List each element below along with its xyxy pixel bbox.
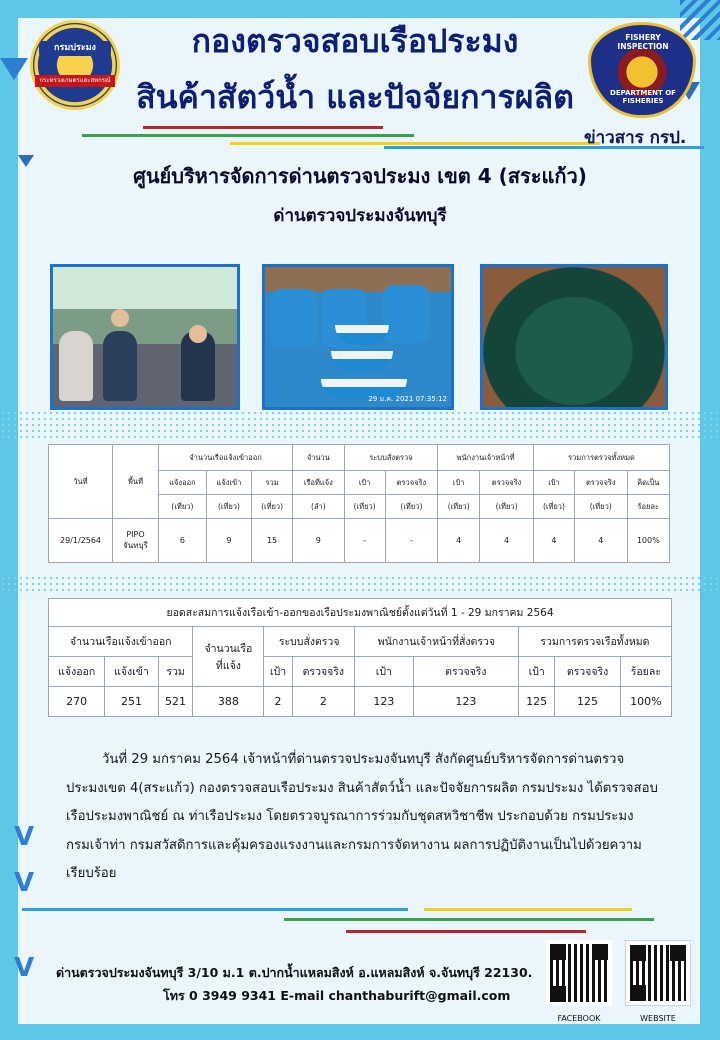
unit-cell: (เที่ยว)	[480, 495, 534, 519]
group-staff-header: พนักงานเจ้าหน้าที่	[438, 445, 534, 471]
sub-actual-header: ตรวจจริง	[574, 471, 627, 495]
logo-top-text: FISHERY INSPECTION	[617, 33, 669, 51]
cell-percent: 100%	[627, 519, 669, 563]
cell-sys-target: 2	[264, 687, 292, 717]
sub-actual-header: ตรวจจริง	[413, 657, 518, 687]
sub-target-header: เป้า	[533, 471, 574, 495]
group-staff-header: พนักงานเจ้าหน้าที่สั่งตรวจ	[354, 627, 518, 657]
facebook-label: FACEBOOK	[557, 1014, 601, 1023]
barrel	[383, 285, 429, 343]
group-count-header	[193, 627, 264, 687]
sub-target-header: เป้า	[518, 657, 555, 687]
group-boats-header: จำนวนเรือแจ้งเข้าออก	[49, 627, 193, 657]
logo-subtext: กระทรวงเกษตรและสหกรณ์	[35, 75, 115, 87]
table-row	[49, 687, 672, 717]
group-system-header: ระบบสั่งตรวจ	[264, 627, 355, 657]
sub-percent-header: ร้อยละ	[620, 657, 671, 687]
triangle-decoration	[0, 58, 28, 80]
page-title-line1: กองตรวจสอบเรือประมง	[191, 22, 519, 60]
cell-boats: 388	[193, 687, 264, 717]
unit-cell: (เที่ยว)	[574, 495, 627, 519]
sub-in-header: แจ้งเข้า	[105, 657, 158, 687]
daily-inspection-table	[48, 444, 670, 563]
photo-fishing-net	[480, 264, 668, 410]
cell-sum: 521	[158, 687, 193, 717]
cell-sys-actual: 2	[292, 687, 354, 717]
cell-staff-target: 4	[438, 519, 480, 563]
sub-boats-header: เรือที่แจ้ง	[293, 471, 345, 495]
group-count-header: จำนวน	[293, 445, 345, 471]
cell-total-target: 125	[518, 687, 555, 717]
divider-green	[82, 134, 414, 137]
logo-bottom-text: DEPARTMENT OF FISHERIES	[610, 89, 676, 105]
unit-cell: (เที่ยว)	[206, 495, 251, 519]
unit-cell: (เที่ยว)	[533, 495, 574, 519]
unit-cell: (เที่ยว)	[159, 495, 207, 519]
website-label: WEBSITE	[640, 1014, 676, 1023]
divider-yellow	[230, 142, 600, 145]
group-boats-header: จำนวนเรือแจ้งเข้าออก	[159, 445, 293, 471]
page-title-line2: สินค้าสัตว์น้ำ และปัจจัยการผลิต	[136, 78, 574, 116]
area-line1: PIPO	[126, 529, 145, 539]
center-heading: ศูนย์บริหารจัดการด่านตรวจประมง เขต 4 (สระแก้ว)	[133, 164, 587, 188]
cumulative-inspection-table	[48, 598, 672, 717]
table-caption: ยอดสะสมการแจ้งเรือเข้า-ออกของเรือประมงพาณิชย์ตั้งแต่วันที่ 1 - 29 มกราคม 2564	[49, 599, 672, 627]
facebook-qr-code[interactable]	[546, 940, 612, 1006]
unit-cell: (เที่ยว)	[252, 495, 293, 519]
divider-green	[284, 918, 654, 921]
cell-date: 29/1/2564	[49, 519, 113, 563]
unit-cell: ร้อยละ	[627, 495, 669, 519]
col-date-header: วันที่	[49, 445, 113, 519]
unit-cell: (ลำ)	[293, 495, 345, 519]
sub-target-header: เป้า	[344, 471, 385, 495]
col-area-header: พื้นที่	[113, 445, 159, 519]
staff-figure	[103, 331, 137, 401]
sub-target-header: เป้า	[354, 657, 413, 687]
cell-total-target: 4	[533, 519, 574, 563]
chevron-down-icon: V	[14, 953, 35, 983]
sub-target-header: เป้า	[438, 471, 480, 495]
sub-actual-header: ตรวจจริง	[292, 657, 354, 687]
checkpoint-heading: ด่านตรวจประมงจันทบุรี	[273, 206, 447, 226]
logo-text: กรมประมง	[39, 41, 111, 56]
staff-head	[189, 325, 207, 343]
cell-sys-actual: -	[385, 519, 438, 563]
report-paragraph: วันที่ 29 มกราคม 2564 เจ้าหน้าที่ด่านตรวจประมงจันทบุรี สังกัดศูนย์บริหารจัดการด่านตรวจประมงเขต 4(สระแก้ว) กองตรวจสอบเรือประมง สินค้าสัตว์น้ำ และปัจจัยการผลิต กรมประมง ได้ตรวจสอบเรือประมงพาณิชย์ ณ ท่าเรือประมง โดยตรวจบูรณาการร่วมกับชุดสหวิชาชีพ ประกอบด้วย กรมประมง กรมเจ้าท่า กรมสวัสดิการและคุ้มครองแรงงานและกรมการจัดหางาน ผลการปฏิบัติงานเป็นไปด้วยความเรียบร้อย	[66, 752, 658, 881]
cell-in: 251	[105, 687, 158, 717]
dot-pattern	[0, 575, 720, 595]
fish-basin	[331, 351, 393, 371]
cell-total-actual: 4	[574, 519, 627, 563]
cell-staff-actual: 123	[413, 687, 518, 717]
cell-boats: 9	[293, 519, 345, 563]
person-figure	[59, 331, 93, 401]
staff-head	[111, 309, 129, 327]
website-qr-code[interactable]	[625, 940, 691, 1006]
group-total-header: รวมการตรวจทั้งหมด	[533, 445, 669, 471]
divider-red	[346, 930, 586, 933]
corner-stripes	[680, 0, 720, 40]
qr-pattern	[550, 944, 608, 1002]
fishery-inspection-logo	[588, 22, 696, 118]
cell-percent: 100%	[620, 687, 671, 717]
chevron-down-icon: V	[14, 822, 35, 852]
dot-pattern	[0, 410, 720, 440]
triangle-decoration	[18, 155, 34, 167]
group-system-header: ระบบสั่งตรวจ	[344, 445, 438, 471]
count-header-line2: ที่แจ้ง	[215, 659, 241, 672]
barrel	[271, 289, 317, 347]
count-header-line1: จำนวนเรือ	[204, 642, 253, 655]
chevron-down-icon: V	[14, 868, 35, 898]
sub-target-header: เป้า	[264, 657, 292, 687]
photo-timestamp: 29 ม.ค. 2021 07:35:12	[368, 395, 447, 403]
sub-in-header: แจ้งเข้า	[206, 471, 251, 495]
news-label: ข่าวสาร กรป.	[584, 128, 687, 148]
cell-in: 9	[206, 519, 251, 563]
department-of-fisheries-logo	[30, 20, 120, 110]
cell-out: 270	[49, 687, 105, 717]
sub-sum-header: รวม	[158, 657, 193, 687]
footer-contact: โทร 0 3949 9341 E-mail chanthaburift@gmail.com	[163, 988, 511, 1003]
sub-out-header: แจ้งออก	[49, 657, 105, 687]
cell-sys-target: -	[344, 519, 385, 563]
area-line2: จันทบุรี	[123, 540, 148, 550]
sub-actual-header: ตรวจจริง	[385, 471, 438, 495]
group-total-header: รวมการตรวจเรือทั้งหมด	[518, 627, 671, 657]
cell-sum: 15	[252, 519, 293, 563]
photo-inspection-staff	[50, 264, 240, 410]
unit-cell: (เที่ยว)	[438, 495, 480, 519]
qr-pattern	[630, 945, 686, 1001]
cell-staff-actual: 4	[480, 519, 534, 563]
sub-percent-header: คิดเป็น	[627, 471, 669, 495]
divider-red	[143, 126, 383, 129]
sub-sum-header: รวม	[252, 471, 293, 495]
divider-yellow	[424, 908, 632, 911]
unit-cell: (เที่ยว)	[344, 495, 385, 519]
cell-out: 6	[159, 519, 207, 563]
sub-actual-header: ตรวจจริง	[480, 471, 534, 495]
cell-staff-target: 123	[354, 687, 413, 717]
photo-catch-barrels	[262, 264, 454, 410]
sub-actual-header: ตรวจจริง	[555, 657, 620, 687]
footer-address: ด่านตรวจประมงจันทบุรี 3/10 ม.1 ต.ปากน้ำแหลมสิงห์ อ.แหลมสิงห์ จ.จันทบุรี 22130.	[56, 965, 533, 980]
table-row	[49, 519, 670, 563]
unit-cell: (เที่ยว)	[385, 495, 438, 519]
sub-out-header: แจ้งออก	[159, 471, 207, 495]
cell-area	[113, 519, 159, 563]
divider-blue	[22, 908, 408, 911]
cell-total-actual: 125	[555, 687, 620, 717]
